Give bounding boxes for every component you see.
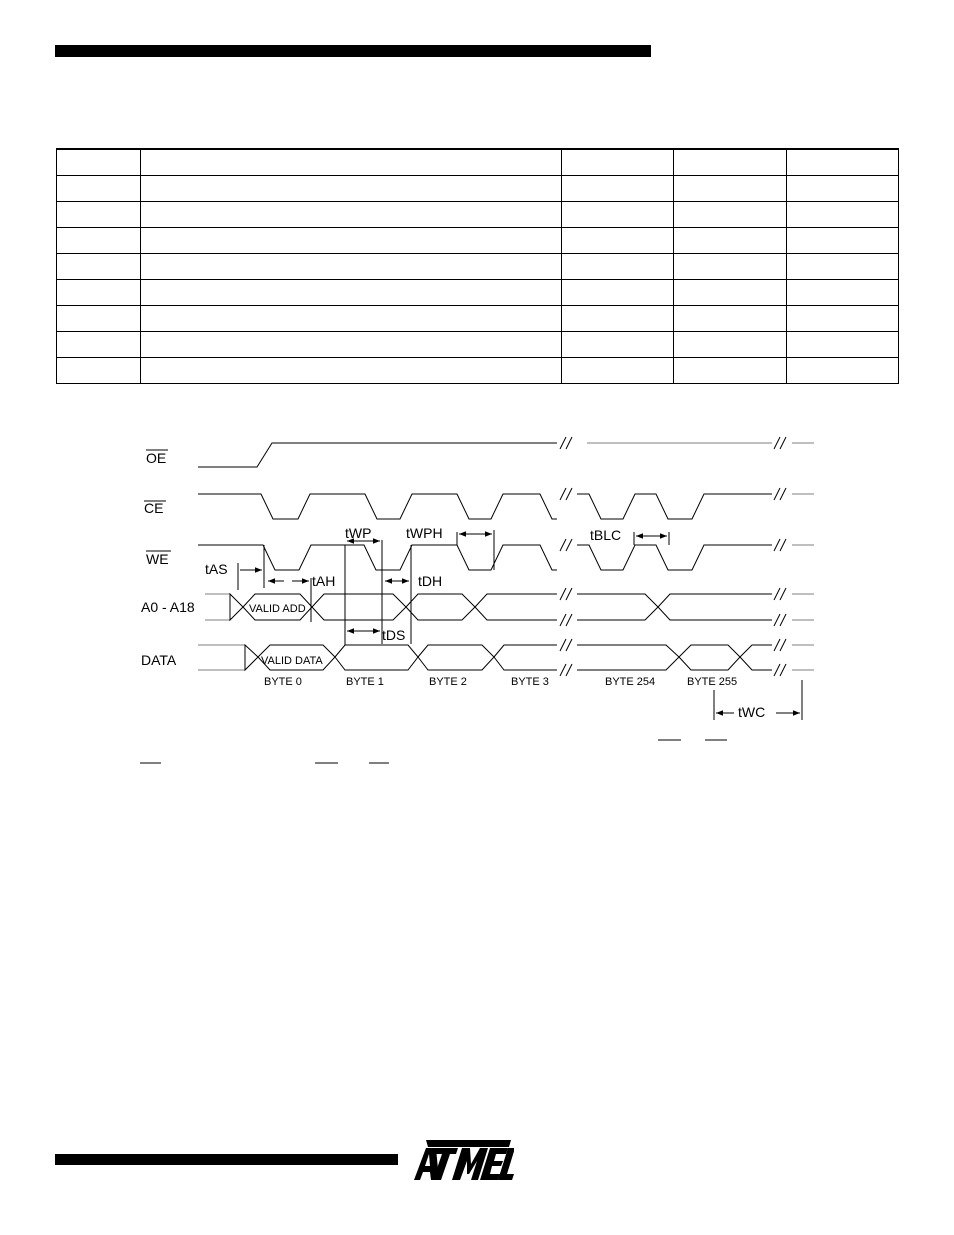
tas-label: tAS — [205, 561, 228, 577]
tah-label: tAH — [312, 573, 336, 589]
twp-label: tWP — [345, 525, 372, 541]
oe-label: OE — [146, 450, 167, 466]
we-label: WE — [146, 551, 169, 567]
byte-label: BYTE 254 — [605, 676, 656, 688]
footer-rule — [55, 1154, 398, 1165]
byte-label: BYTE 0 — [264, 676, 302, 688]
ce-waveform — [198, 488, 814, 519]
data-label: DATA — [141, 652, 177, 668]
valid-data-label: VALID DATA — [261, 655, 323, 667]
address-label: A0 - A18 — [141, 599, 195, 615]
byte-label: BYTE 3 — [511, 676, 549, 688]
atmel-logo — [412, 1134, 514, 1186]
tblc-label: tBLC — [590, 527, 622, 543]
ce-label: CE — [144, 500, 164, 516]
valid-address-label: VALID ADD — [249, 603, 306, 615]
active-low-overbars — [140, 450, 727, 763]
tds-label: tDS — [382, 627, 406, 643]
byte-label: BYTE 255 — [687, 676, 738, 688]
byte-label: BYTE 2 — [429, 676, 467, 688]
oe-waveform — [198, 437, 814, 467]
twc-label: tWC — [738, 704, 766, 720]
twph-label: tWPH — [406, 525, 443, 541]
tdh-label: tDH — [418, 573, 443, 589]
byte-label: BYTE 1 — [346, 676, 384, 688]
we-waveform — [198, 539, 814, 570]
timing-reference-lines — [238, 530, 802, 720]
